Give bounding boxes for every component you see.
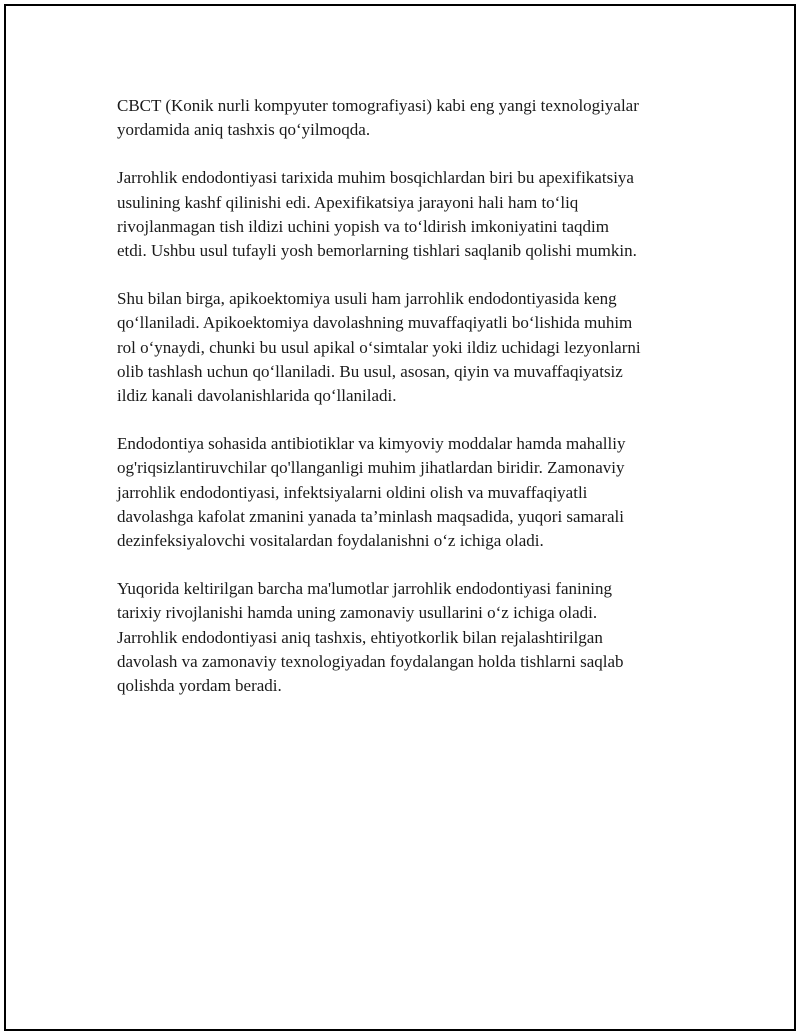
text-line: Jarrohlik endodontiyasi tarixida muhim bosqichlardan biri bu apexifikatsiya	[117, 168, 634, 188]
text-line: Endodontiya sohasida antibiotiklar va kimyoviy moddalar hamda mahalliy	[117, 434, 626, 454]
paragraph-5	[117, 577, 707, 698]
paragraph-4	[117, 432, 707, 553]
text-line: tarixiy rivojlanishi hamda uning zamonaviy usullarini o‘z ichiga oladi.	[117, 603, 598, 623]
text-line: qo‘llaniladi. Apikoektomiya davolashning muvaffaqiyatli bo‘lishida muhim	[117, 313, 633, 333]
text-line: rivojlanmagan tish ildizi uchini yopish va to‘ldirish imkoniyatini taqdim	[117, 216, 609, 236]
text-line: davolash va zamonaviy texnologiyadan foydalangan holda tishlarni saqlab	[117, 651, 624, 671]
text-line: olib tashlash uchun qo‘llaniladi. Bu usul, asosan, qiyin va muvaffaqiyatsiz	[117, 361, 623, 381]
paragraph-3	[117, 287, 707, 408]
text-line: davolashga kafolat zmanini yanada ta’minlash maqsadida, yuqori samarali	[117, 506, 624, 526]
text-line: dezinfeksiyalovchi vositalardan foydalanishni o‘z ichiga oladi.	[117, 531, 544, 551]
text-line: yordamida aniq tashxis qo‘yilmoqda.	[117, 120, 371, 140]
text-line: ildiz kanali davolanishlarida qo‘llaniladi.	[117, 386, 397, 406]
text-line: rol o‘ynaydi, chunki bu usul apikal o‘simtalar yoki ildiz uchidagi lezyonlarni	[117, 337, 641, 357]
text-line: qolishda yordam beradi.	[117, 676, 282, 696]
text-line: og'riqsizlantiruvchilar qo'llanganligi muhim jihatlardan biridir. Zamonaviy	[117, 458, 625, 478]
paragraph-1	[117, 94, 707, 142]
text-line: usulining kashf qilinishi edi. Apexifikatsiya jarayoni hali ham to‘liq	[117, 192, 579, 212]
paragraph-2	[117, 166, 707, 263]
text-line: Shu bilan birga, apikoektomiya usuli ham jarrohlik endodontiyasida keng	[117, 289, 617, 309]
text-line: Yuqorida keltirilgan barcha ma'lumotlar jarrohlik endodontiyasi fanining	[117, 579, 612, 599]
text-line: CBCT (Konik nurli kompyuter tomografiyasi) kabi eng yangi texnologiyalar	[117, 96, 639, 115]
text-line: jarrohlik endodontiyasi, infektsiyalarni oldini olish va muvaffaqiyatli	[117, 482, 588, 502]
document-body	[117, 94, 707, 722]
text-line: etdi. Ushbu usul tufayli yosh bemorlarning tishlari saqlanib qolishi mumkin.	[117, 241, 637, 261]
text-line: Jarrohlik endodontiyasi aniq tashxis, ehtiyotkorlik bilan rejalashtirilgan	[117, 627, 603, 647]
